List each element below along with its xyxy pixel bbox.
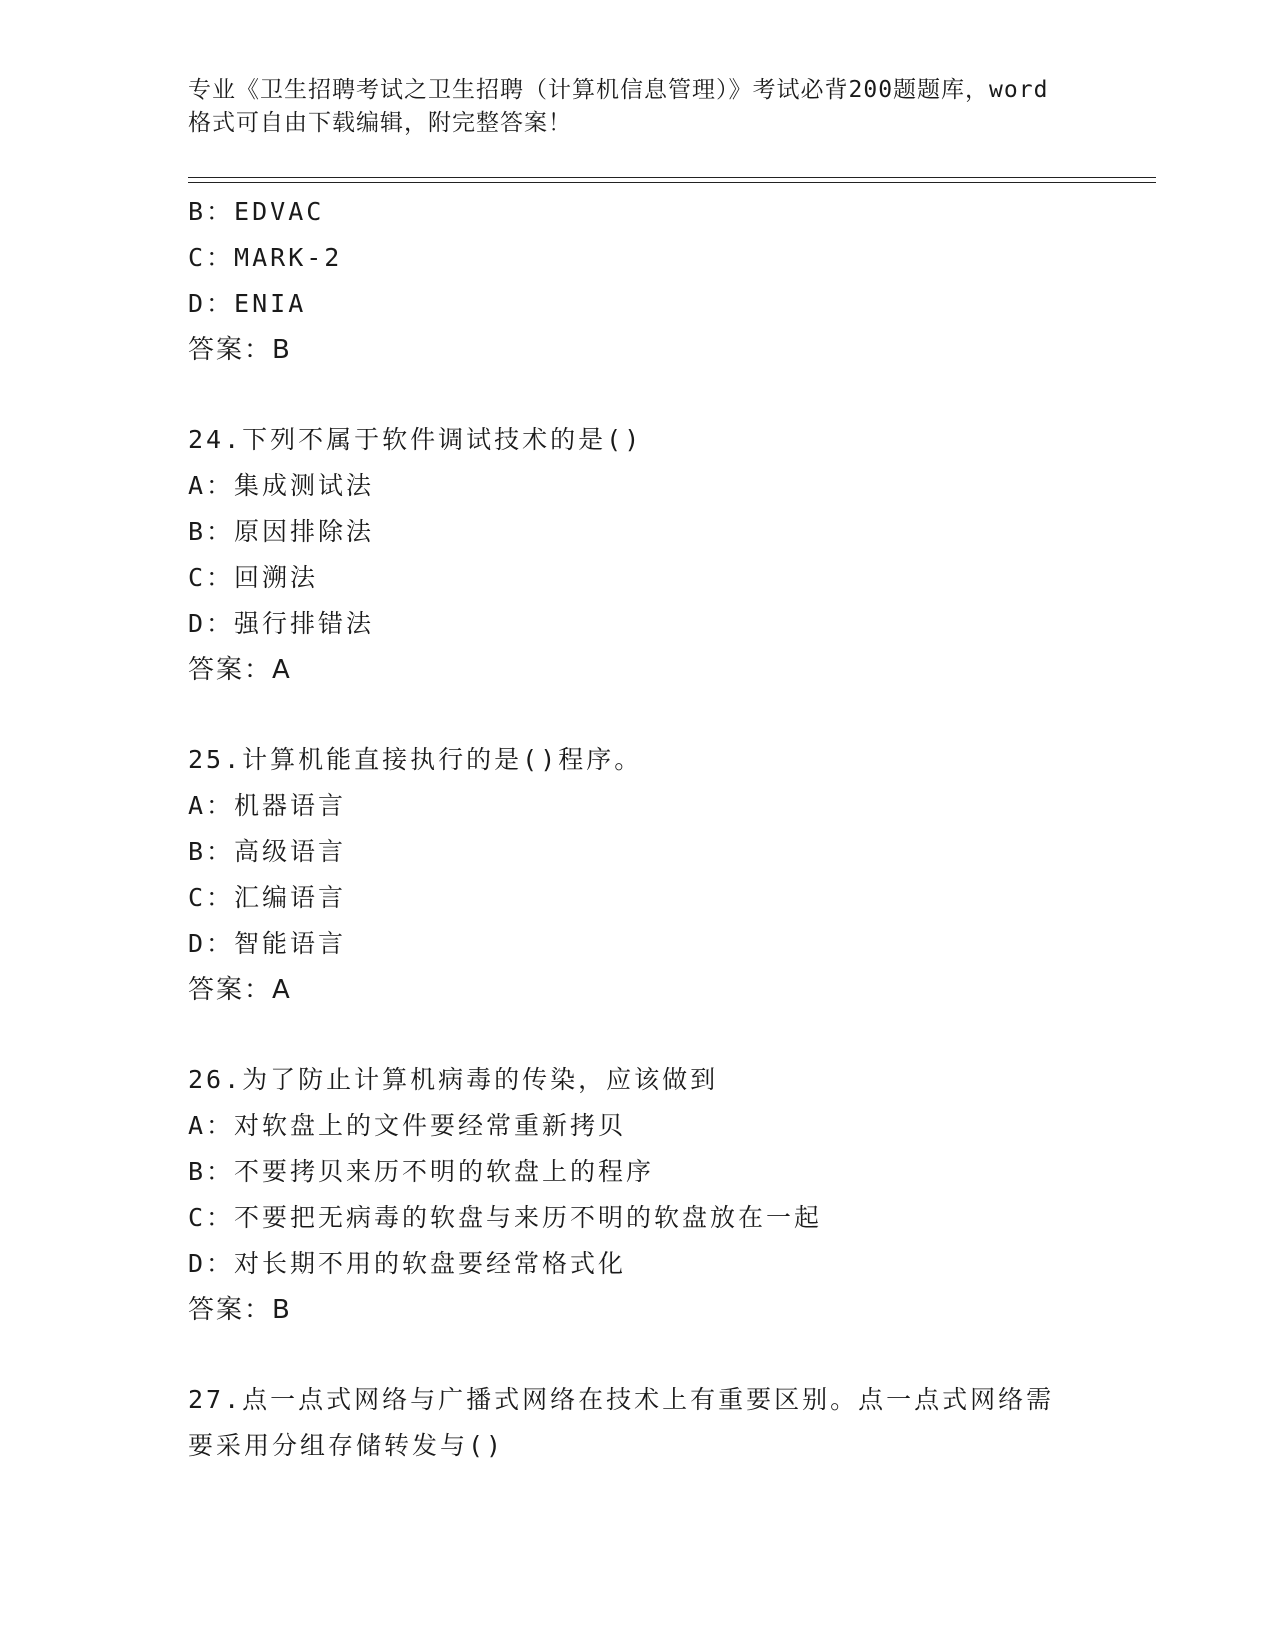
question-26-option-a: A：对软盘上的文件要经常重新拷贝 (188, 1111, 627, 1140)
question-27-text-line-1: 27.点一点式网络与广播式网络在技术上有重要区别。点一点式网络需 (188, 1385, 1055, 1414)
question-26-option-b: B：不要拷贝来历不明的软盘上的程序 (188, 1157, 655, 1186)
question-23-option-b: B：EDVAC (188, 197, 325, 226)
header-divider-bottom (188, 182, 1156, 183)
question-25-option-a: A：机器语言 (188, 791, 347, 820)
question-25-option-d: D：智能语言 (188, 929, 347, 958)
question-25-option-c: C：汇编语言 (188, 883, 347, 912)
question-27-block (188, 1377, 1088, 1469)
question-23-answer: 答案：B (188, 335, 292, 365)
question-23-block (188, 189, 1088, 373)
header-title-line-1: 专业《卫生招聘考试之卫生招聘（计算机信息管理）》考试必背200题题库，word (188, 77, 1049, 103)
question-26-answer: 答案：B (188, 1295, 292, 1325)
question-24-option-c: C：回溯法 (188, 563, 319, 592)
question-25-block (188, 737, 1088, 1013)
question-26-option-c: C：不要把无病毒的软盘与来历不明的软盘放在一起 (188, 1203, 823, 1232)
question-25-text: 25.计算机能直接执行的是()程序。 (188, 745, 643, 774)
question-26-text: 26.为了防止计算机病毒的传染，应该做到 (188, 1065, 719, 1094)
header-title-line-2: 格式可自由下载编辑，附完整答案！ (188, 110, 572, 136)
question-24-block (188, 417, 1088, 693)
question-25-option-b: B：高级语言 (188, 837, 347, 866)
question-24-answer: 答案：A (188, 655, 292, 685)
question-25-answer: 答案：A (188, 975, 292, 1005)
question-24-text: 24.下列不属于软件调试技术的是() (188, 425, 643, 454)
question-23-option-d: D：ENIA (188, 289, 307, 318)
question-24-option-b: B：原因排除法 (188, 517, 375, 546)
question-23-option-c: C：MARK-2 (188, 243, 343, 272)
question-26-block (188, 1057, 1088, 1333)
question-list (188, 189, 1088, 1469)
question-27-text-line-2: 要采用分组存储转发与() (188, 1431, 505, 1460)
document-header (188, 74, 1088, 140)
header-divider-top (188, 177, 1156, 178)
question-24-option-a: A：集成测试法 (188, 471, 375, 500)
question-26-option-d: D：对长期不用的软盘要经常格式化 (188, 1249, 627, 1278)
question-24-option-d: D：强行排错法 (188, 609, 375, 638)
